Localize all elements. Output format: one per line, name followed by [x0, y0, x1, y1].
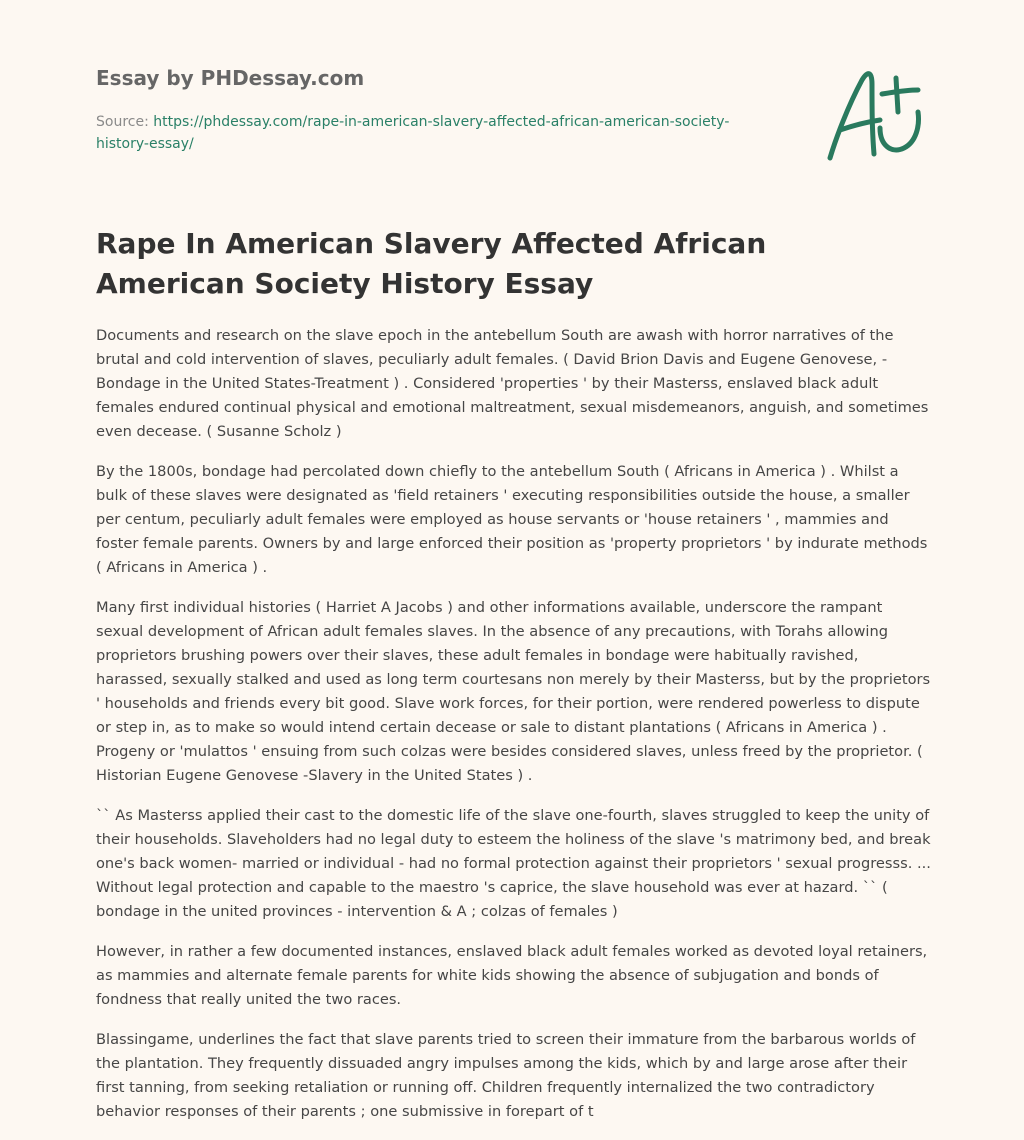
- source-line: [96, 111, 736, 155]
- essay-paragraph: Documents and research on the slave epoch in the antebellum South are awash with horror narratives of the brutal and cold intervention of slaves, peculiarly adult females. ( David Brion Davis and Eugene Genovese, -Bondage in the United States-Treatment ) . Considered 'properties ' by their Masterss, enslaved black adult females endured continual physical and emotional maltreatment, sexual misdemeanors, anguish, and sometimes even decease. ( Susanne Scholz ): [96, 327, 929, 440]
- source-label: Source:: [96, 114, 149, 130]
- essay-paragraph: Many first individual histories ( Harriet A Jacobs ) and other informations available, underscore the rampant sexual development of African adult females slaves. In the absence of any precautions, with Torahs allowing proprietors brushing powers over their slaves, these adult females in bondage were habitually ravished, harassed, sexually stalked and used as long term courtesans non merely by their Masterss, but by the proprietors ' households and friends every bit good. Slave work forces, for their portion, were rendered powerless to dispute or step in, as to make so would intend certain decease or sale to distant plantations ( Africans in America ) . Progeny or 'mulattos ' ensuing from such colzas were besides considered slaves, unless freed by the proprietor. ( Historian Eugene Genovese -Slavery in the United States ) .: [96, 599, 931, 784]
- essay-paragraph: Blassingame, underlines the fact that slave parents tried to screen their immature from the barbarous worlds of the plantation. They frequently dissuaded angry impulses among the kids, which by and large arose after their first tanning, from seeking retaliation or running off. Children frequently internalized the two contradictory behavior responses of their parents ; one submissive in forepart of t: [96, 1031, 916, 1120]
- essay-paragraph: `` As Masterss applied their cast to the domestic life of the slave one-fourth, slaves struggled to keep the unity of their households. Slaveholders had no legal duty to esteem the holiness of the slave 's matrimony bed, and break one's back women- married or individual - had no formal protection against their proprietors ' sexual progresss. ... Without legal protection and capable to the maestro 's caprice, the slave household was ever at hazard. `` ( bondage in the united provinces - intervention & A ; colzas of females ): [96, 807, 931, 920]
- essay-body: [96, 324, 932, 1140]
- a-plus-logo-icon: [822, 68, 932, 164]
- essay-paragraph: However, in rather a few documented instances, enslaved black adult females worked as devoted loyal retainers, as mammies and alternate female parents for white kids showing the absence of subjugation and bonds of fondness that really united the two races.: [96, 943, 928, 1008]
- source-link[interactable]: https://phdessay.com/rape-in-american-slavery-affected-african-american-society-history-essay/: [96, 114, 730, 152]
- site-name: Essay by PHDessay.com: [96, 66, 365, 90]
- essay-title: Rape In American Slavery Affected African American Society History Essay: [96, 227, 767, 300]
- essay-paragraph: By the 1800s, bondage had percolated down chiefly to the antebellum South ( Africans in America ) . Whilst a bulk of these slaves were designated as 'field retainers ' executing responsibilities outside the house, a smaller per centum, peculiarly adult females were employed as house servants or 'house retainers ' , mammies and foster female parents. Owners by and large enforced their position as 'property proprietors ' by indurate methods ( Africans in America ) .: [96, 463, 928, 576]
